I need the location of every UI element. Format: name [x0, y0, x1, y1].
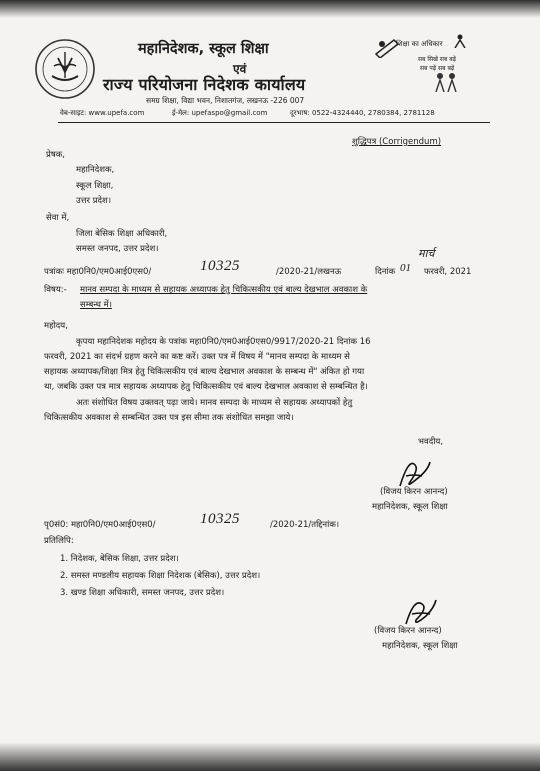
- header-phone: दूरभाष: 0522-4324440, 2780384, 2781128: [290, 109, 435, 117]
- body-line: चिकित्सकीय अवकाश से सम्बन्धित उक्त पत्र इस सीमा तक संशोधित समझा जाये।: [44, 413, 294, 423]
- signature1-designation: महानिदेशक, स्कूल शिक्षा: [372, 502, 448, 512]
- copy-item: 1. निदेशक, बेसिक शिक्षा, उत्तर प्रदेश।: [60, 554, 179, 564]
- body-line: अतः संशोधित विषय उक्तवत् पढ़ा जाये। मानव सम्पदा के माध्यम से सहायक अध्यापकों हेतु: [76, 398, 353, 408]
- letter-date-month: फरवरी, 2021: [424, 267, 472, 277]
- signature-scribble-icon: [402, 596, 440, 628]
- header-office: राज्य परियोजना निदेशक कार्यालय: [103, 75, 306, 94]
- body-line: सहायक अध्यापक/शिक्षा मित्र हेतु चिकित्सकीय एवं बाल्य देखभाल अवकाश के सम्बन्ध में" अंकित हो गया: [44, 367, 365, 377]
- closing: भवदीय,: [418, 437, 444, 447]
- subject-line: मानव सम्पदा के माध्यम से सहायक अध्यापक हेतु चिकित्सकीय एवं बाल्य देखभाल अवकाश के: [80, 285, 368, 295]
- recipient-line: जिला बेसिक शिक्षा अधिकारी,: [76, 229, 168, 239]
- rte-sub1: सब सिखें सब बढ़ें: [418, 56, 457, 63]
- copy-label: प्रतिलिपि:: [44, 536, 74, 546]
- rte-sub2: सब पढ़ें सब बढ़ें: [420, 65, 455, 72]
- header-email: ई-मेल: upefaspo@gmail.com: [172, 109, 268, 117]
- header-conj: एवं: [233, 62, 247, 76]
- photo-shadow-top: [0, 0, 540, 18]
- letter-date-handwritten: मार्च: [418, 248, 435, 260]
- up-government-emblem-icon: [34, 38, 96, 100]
- corrigendum-title: शुद्धिपत्र (Corrigendum): [352, 137, 442, 147]
- body-line: कृपया महानिदेशक महोदय के पत्रांक महा0नि0/एम0आई0एस0/9917/2020-21 दिनांक 16: [76, 337, 371, 347]
- sender-line: महानिदेशक,: [76, 165, 115, 175]
- body-line: फरवरी, 2021 का संदर्भ ग्रहण करने का कष्ट करें। उक्त पत्र में विषय में "मानव सम्पदा के माध्यम से: [44, 352, 350, 362]
- rte-children-icon: [432, 72, 462, 92]
- signature2-designation: महानिदेशक, स्कूल शिक्षा: [382, 641, 458, 651]
- endorsement-prefix: पृ0सं0: महा0नि0/एम0आई0एस0/: [44, 520, 156, 530]
- salutation: महोदय,: [44, 321, 68, 331]
- recipient-line: समस्त जनपद, उत्तर प्रदेश।: [76, 244, 159, 254]
- letter-ref-prefix: पत्रांकः महा0नि0/एम0आई0एस0/: [44, 267, 152, 277]
- rte-label: शिक्षा का अधिकार: [396, 40, 443, 48]
- letter-date-label: दिनांक: [375, 267, 396, 277]
- subject-label: विषय:-: [44, 285, 67, 295]
- header-divider: [58, 122, 490, 123]
- sender-line: उत्तर प्रदेश।: [76, 196, 112, 206]
- endorsement-number: 10325: [200, 511, 240, 527]
- letter-ref-number: 10325: [200, 258, 240, 274]
- sender-label: प्रेषक,: [46, 150, 65, 160]
- recipient-label: सेवा में,: [46, 213, 70, 223]
- signature1-name: (विजय किरन आनन्द): [380, 487, 448, 497]
- letter-ref-suffix: /2020-21/लखनऊ: [276, 267, 342, 277]
- header-title: महानिदेशक, स्कूल शिक्षा: [138, 41, 269, 57]
- photo-shadow-bottom: [0, 742, 540, 771]
- copy-item: 2. समस्त मण्डलीय सहायक शिक्षा निदेशक (बेसिक), उत्तर प्रदेश।: [60, 571, 261, 581]
- body-line: था, जबकि उक्त पत्र मात्र सहायक अध्यापक हेतु चिकित्सकीय एवं बाल्य देखभाल अवकाश से सम्बन्धित है।: [44, 382, 368, 392]
- endorsement-suffix: /2020-21/तद्दिनांक।: [270, 520, 340, 530]
- header-website: वेब-साइट: www.upefa.com: [60, 109, 145, 117]
- subject-line: सम्बन्ध में।: [80, 300, 112, 310]
- signature2-name: (विजय किरन आनन्द): [374, 626, 442, 636]
- copy-item: 3. खण्ड शिक्षा अधिकारी, समस्त जनपद, उत्तर प्रदेश।: [60, 588, 225, 598]
- rte-figure-icon: [452, 34, 468, 48]
- sender-line: स्कूल शिक्षा,: [76, 181, 114, 191]
- letter-date-day: 01: [400, 262, 411, 274]
- header-address: समग्र शिक्षा, विद्या भवन, निशातगंज, लखनऊ -226 007: [146, 96, 305, 105]
